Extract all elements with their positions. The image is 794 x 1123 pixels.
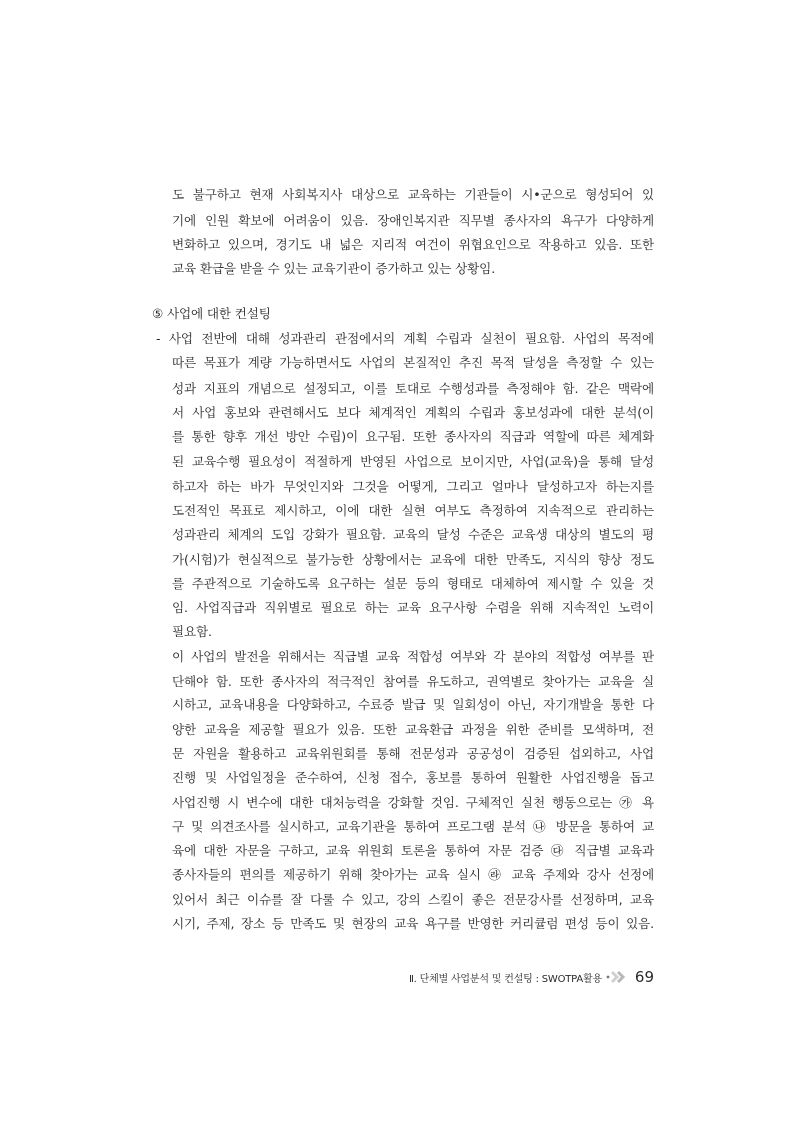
body-text-line: 도 불구하고 현재 사회복지사 대상으로 교육하는 기관들이 시•군으로 형성되어 있	[172, 187, 654, 202]
body-text-line: 서 사업 홍보와 관련해서도 보다 체계적인 계획의 수립과 홍보성과에 대한 분석(이	[172, 405, 654, 420]
body-text-line: 있어서 최근 이슈를 잘 다룰 수 있고, 강의 스킬이 좋은 전문강사를 선정하며, 교육	[172, 892, 654, 907]
body-text-line: 성과관리 체계의 도입 강화가 필요함. 교육의 달성 수준은 교육생 대상의 별도의 평	[172, 527, 654, 542]
body-text-line: 양한 교육을 제공할 필요가 있음. 또한 교육환급 과정을 위한 준비를 모색하며, 전	[172, 722, 654, 737]
body-text-line: 진행 및 사업일정을 준수하여, 신청 접수, 홍보를 통하여 원활한 사업진행을 돕고	[172, 770, 654, 785]
body-text-line: 시기, 주제, 장소 등 만족도 및 현장의 교육 욕구를 반영한 커리큘럼 편성 등이 있음.	[172, 916, 654, 931]
body-text-line: 이 사업의 발전을 위해서는 직급별 교육 적합성 여부와 각 분야의 적합성 여부를 판	[172, 649, 654, 664]
body-text-line: 성과 지표의 개념으로 설정되고, 이를 토대로 수행성과를 측정해야 함. 같은 맥락에	[172, 381, 654, 396]
chevron-right-icon	[605, 970, 627, 984]
page-number: 69	[634, 968, 654, 986]
body-text-line: 를 통한 향후 개선 방안 수립)이 요구됨. 또한 종사자의 직급과 역할에 따른 체계화	[172, 429, 654, 444]
body-text-line: 종사자들의 편의를 제공하기 위해 찾아가는 교육 실시 ㉱ 교육 주제와 강사 선정에	[172, 867, 654, 882]
body-text-line: 구 및 의견조사를 실시하고, 교육기관을 통하여 프로그램 분석 ㉯ 방문을 통하여 교	[172, 819, 654, 834]
body-text-line: 기에 인원 확보에 어려움이 있음. 장애인복지관 직무별 종사자의 욕구가 다양하게	[172, 213, 654, 228]
body-text-line: 를 주관적으로 기술하도록 요구하는 설문 등의 형태로 대체하여 제시할 수 있을 것	[172, 576, 654, 591]
body-text-line: - 사업 전반에 대해 성과관리 관점에서의 계획 수립과 실천이 필요함. 사업의 목적에	[156, 331, 654, 346]
body-text-line: 문 자원을 활용하고 교육위원회를 통해 전문성과 공공성이 검증된 섭외하고, 사업	[172, 746, 654, 761]
page-footer	[409, 968, 654, 986]
body-text-line: 단해야 함. 또한 종사자의 적극적인 참여를 유도하고, 권역별로 찾아가는 교육을 실	[172, 674, 654, 689]
body-text-line: 필요함.	[172, 624, 212, 639]
body-text-line: 사업진행 시 변수에 대한 대처능력을 강화할 것임. 구체적인 실천 행동으로는 ㉮ 욕	[172, 795, 654, 810]
footer-section-title: Ⅱ. 단체별 사업분석 및 컨설팅 : SWOTPA활용	[408, 973, 602, 985]
body-text-line: 된 교육수행 필요성이 적절하게 반영된 사업으로 보이지만, 사업(교육)을 통해 달성	[172, 454, 654, 469]
body-text-line: 가(시험)가 현실적으로 불가능한 상황에서는 교육에 대한 만족도, 지식의 향상 정도	[172, 552, 654, 567]
body-text-line: 도전적인 목표로 제시하고, 이에 대한 실현 여부도 측정하여 지속적으로 관리하는	[172, 503, 654, 518]
body-text-line: 시하고, 교육내용을 다양화하고, 수료증 발급 및 일회성이 아닌, 자기개발을 통한 다	[172, 697, 654, 712]
section-heading: ⑤ 사업에 대한 컨설팅	[152, 306, 271, 321]
body-text-line: 임. 사업직급과 직위별로 필요로 하는 교육 요구사항 수렴을 위해 지속적인 노력이	[172, 600, 654, 615]
body-text-line: 변화하고 있으며, 경기도 내 넓은 지리적 여건이 위협요인으로 작용하고 있음. 또한	[172, 237, 654, 252]
body-text-line: 하고자 하는 바가 무엇인지와 그것을 어떻게, 그리고 얼마나 달성하고자 하는지를	[172, 479, 654, 494]
body-text-line: 교육 환급을 받을 수 있는 교육기관이 증가하고 있는 상황임.	[172, 261, 496, 276]
body-text-line: 따른 목표가 계량 가능하면서도 사업의 본질적인 추진 목적 달성을 측정할 수 있는	[172, 355, 654, 370]
body-text-line: 육에 대한 자문을 구하고, 교육 위원회 토론을 통하여 자문 검증 ㉰ 직급별 교육과	[172, 843, 654, 858]
